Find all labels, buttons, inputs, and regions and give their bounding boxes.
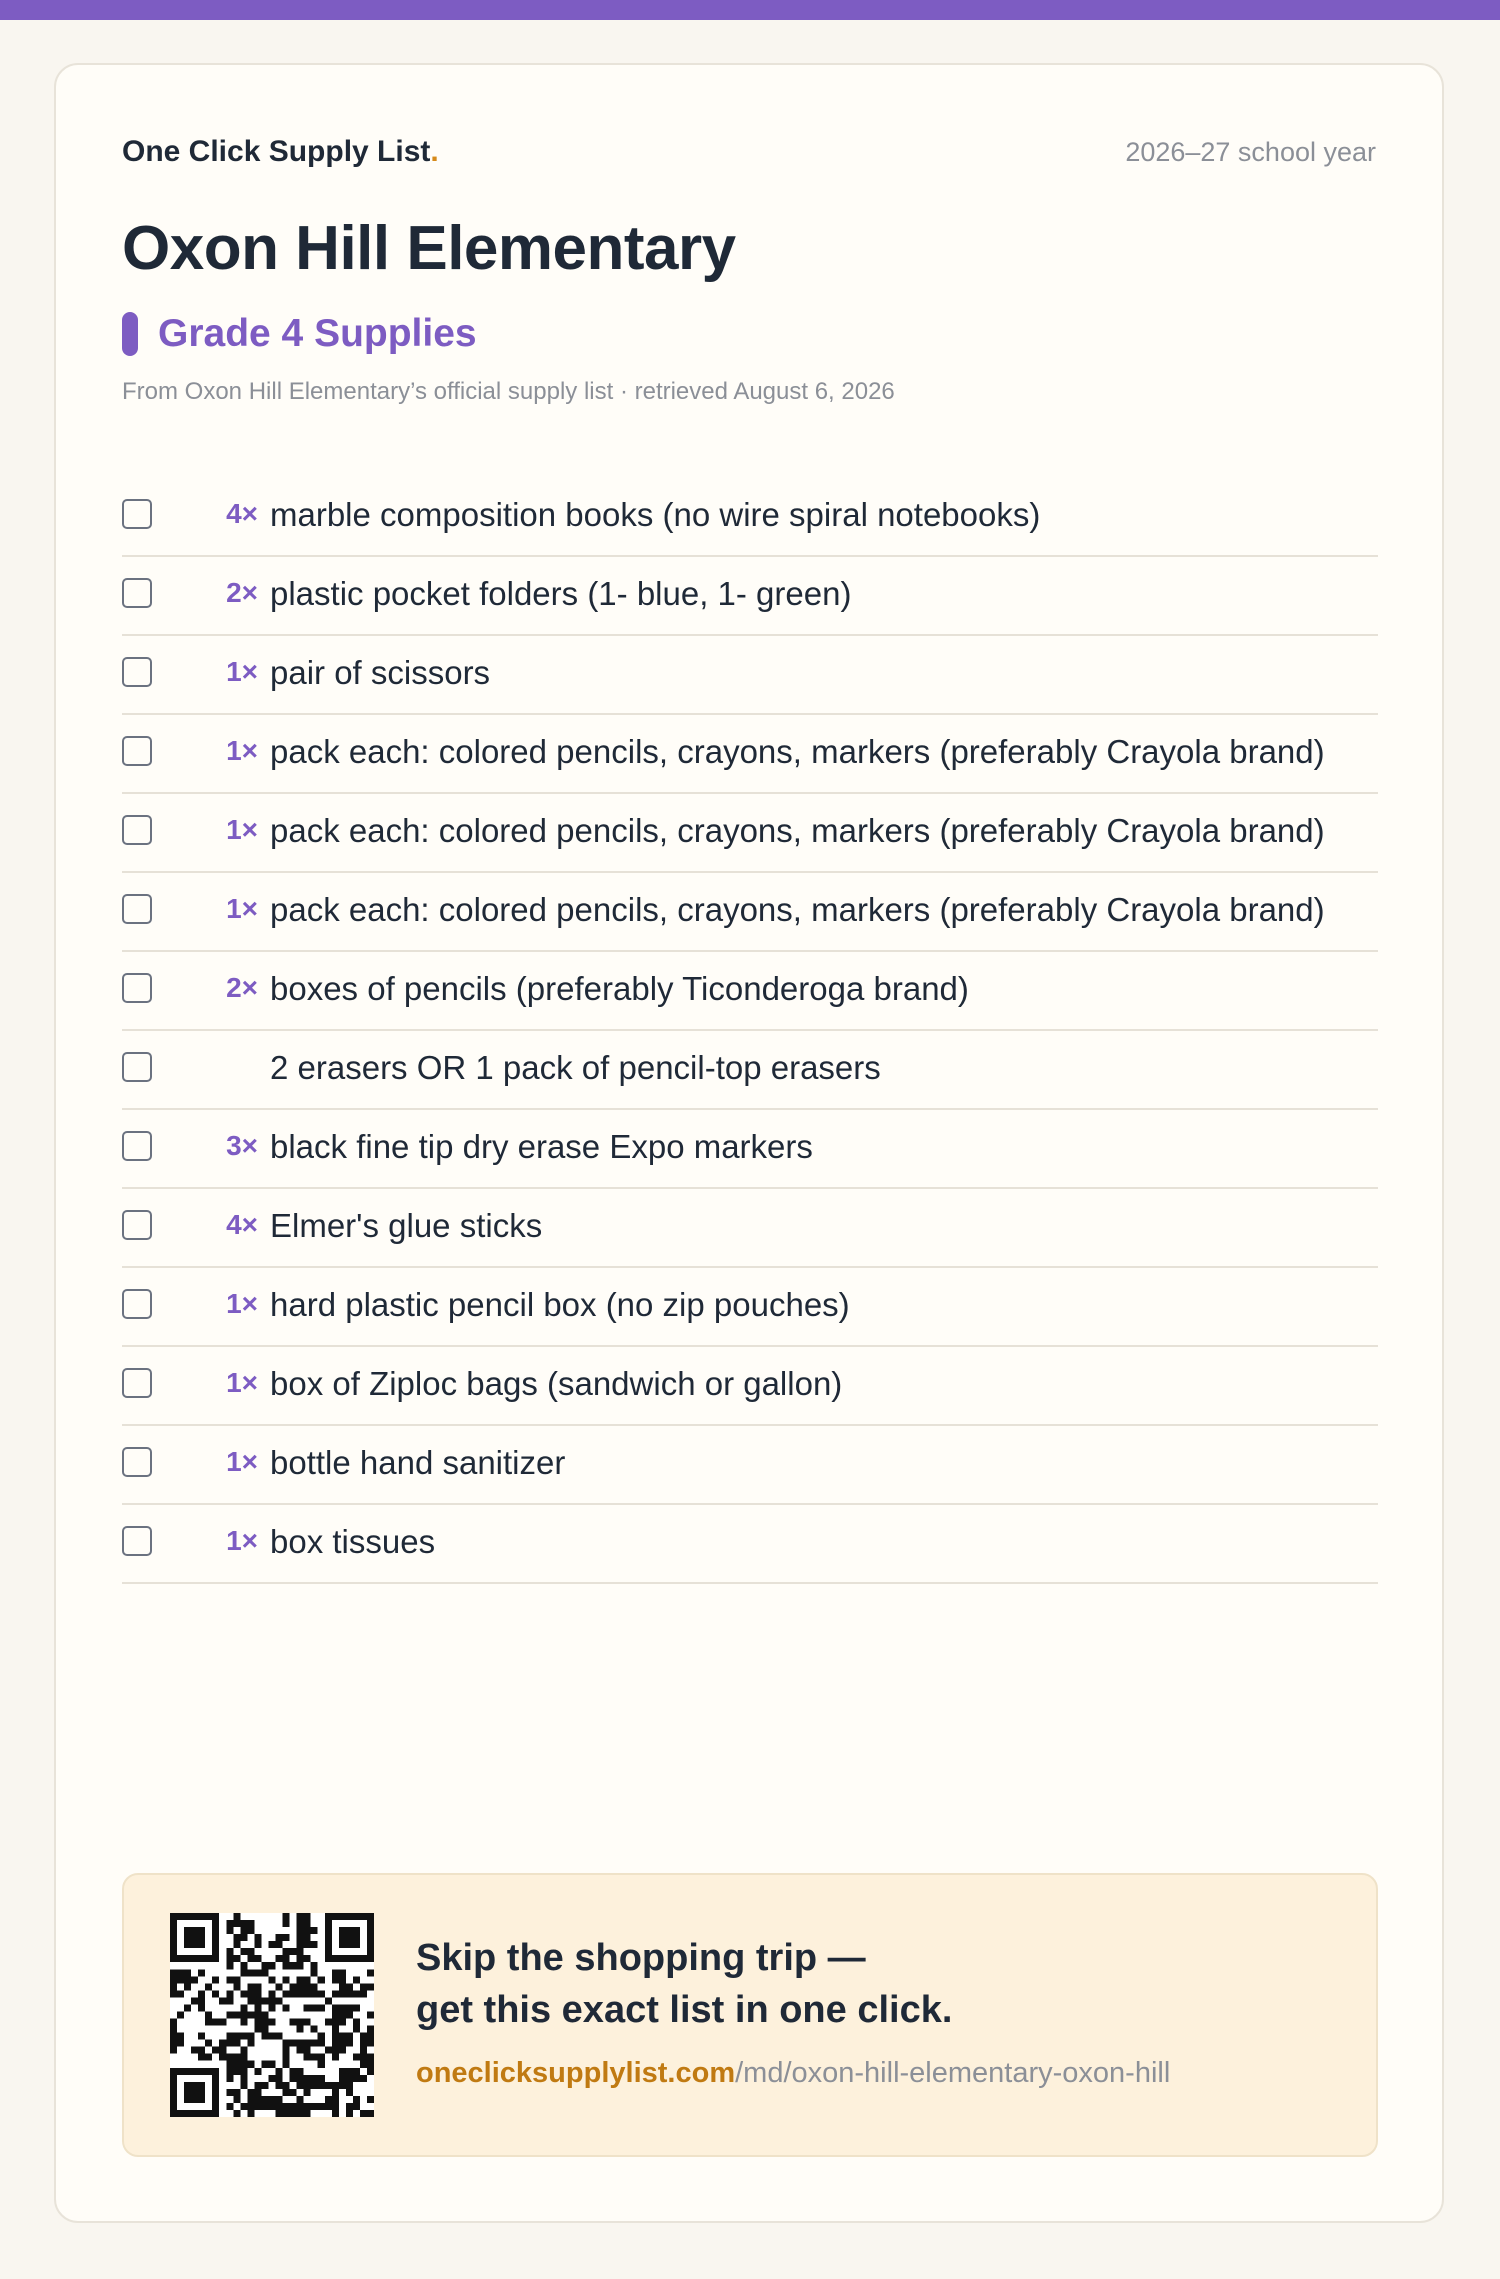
promo-link-path[interactable]: /md/oxon-hill-elementary-oxon-hill [735,2057,1171,2089]
grade-heading [122,311,477,357]
item-quantity: 1× [226,1525,258,1556]
list-item [122,952,1378,1031]
item-checkbox[interactable] [122,657,152,687]
item-checkbox[interactable] [122,1052,152,1082]
qr-code-icon[interactable] [170,1913,374,2117]
item-checkbox[interactable] [122,894,152,924]
item-label: box of Ziploc bags (sandwich or gallon) [270,1365,843,1402]
list-item [122,1426,1378,1505]
item-quantity: 4× [226,1209,258,1240]
list-item [122,873,1378,952]
item-checkbox[interactable] [122,578,152,608]
item-quantity: 2× [226,972,258,1003]
promo-box [122,1873,1378,2157]
item-checkbox[interactable] [122,1368,152,1398]
supply-list-card [54,63,1444,2223]
promo-headline-line2: get this exact list in one click. [416,1989,953,2031]
item-checkbox[interactable] [122,1210,152,1240]
promo-link[interactable] [416,2057,1170,2090]
list-item [122,557,1378,636]
item-checkbox[interactable] [122,973,152,1003]
item-label: bottle hand sanitizer [270,1444,566,1481]
item-quantity: 2× [226,577,258,608]
supply-items-list [122,478,1378,1584]
grade-accent-bar [122,312,138,356]
brand-dot: . [430,135,439,168]
item-checkbox[interactable] [122,1526,152,1556]
item-quantity: 1× [226,1446,258,1477]
school-year: 2026–27 school year [1125,137,1376,167]
list-item [122,1189,1378,1268]
source-note: From Oxon Hill Elementary’s official supply list · retrieved August 6, 2026 [122,378,895,405]
item-label: hard plastic pencil box (no zip pouches) [270,1286,850,1323]
brand-name: One Click Supply List [122,135,431,168]
item-quantity: 1× [226,814,258,845]
item-label: pair of scissors [270,654,491,691]
item-label: plastic pocket folders (1- blue, 1- green) [270,575,852,612]
item-label: pack each: colored pencils, crayons, markers (preferably Crayola brand) [270,812,1325,849]
item-checkbox[interactable] [122,1131,152,1161]
item-checkbox[interactable] [122,736,152,766]
promo-link-domain[interactable]: oneclicksupplylist.com [416,2057,736,2089]
list-item [122,1347,1378,1426]
item-label: black fine tip dry erase Expo markers [270,1128,813,1165]
grade-title: Grade 4 Supplies [158,312,477,355]
school-name: Oxon Hill Elementary [122,214,736,283]
item-checkbox[interactable] [122,1289,152,1319]
item-checkbox[interactable] [122,499,152,529]
item-label: 2 erasers OR 1 pack of pencil-top erasers [270,1049,881,1086]
list-item [122,636,1378,715]
item-quantity: 1× [226,893,258,924]
item-quantity: 1× [226,656,258,687]
brand-logo [122,135,439,169]
list-item [122,1505,1378,1584]
item-quantity: 1× [226,1367,258,1398]
item-label: boxes of pencils (preferably Ticonderoga brand) [270,970,969,1007]
list-item [122,715,1378,794]
item-label: pack each: colored pencils, crayons, markers (preferably Crayola brand) [270,891,1325,928]
item-checkbox[interactable] [122,815,152,845]
item-quantity: 3× [226,1130,258,1161]
item-label: pack each: colored pencils, crayons, markers (preferably Crayola brand) [270,733,1325,770]
item-quantity: 1× [226,735,258,766]
list-item [122,1031,1378,1110]
list-item [122,1110,1378,1189]
item-quantity: 4× [226,498,258,529]
promo-headline-line1: Skip the shopping trip — [416,1937,866,1979]
list-item [122,794,1378,873]
item-quantity: 1× [226,1288,258,1319]
item-label: marble composition books (no wire spiral notebooks) [270,496,1041,533]
item-label: box tissues [270,1523,436,1560]
list-item [122,478,1378,557]
top-accent-bar [0,0,1500,20]
item-label: Elmer's glue sticks [270,1207,543,1244]
list-item [122,1268,1378,1347]
item-checkbox[interactable] [122,1447,152,1477]
